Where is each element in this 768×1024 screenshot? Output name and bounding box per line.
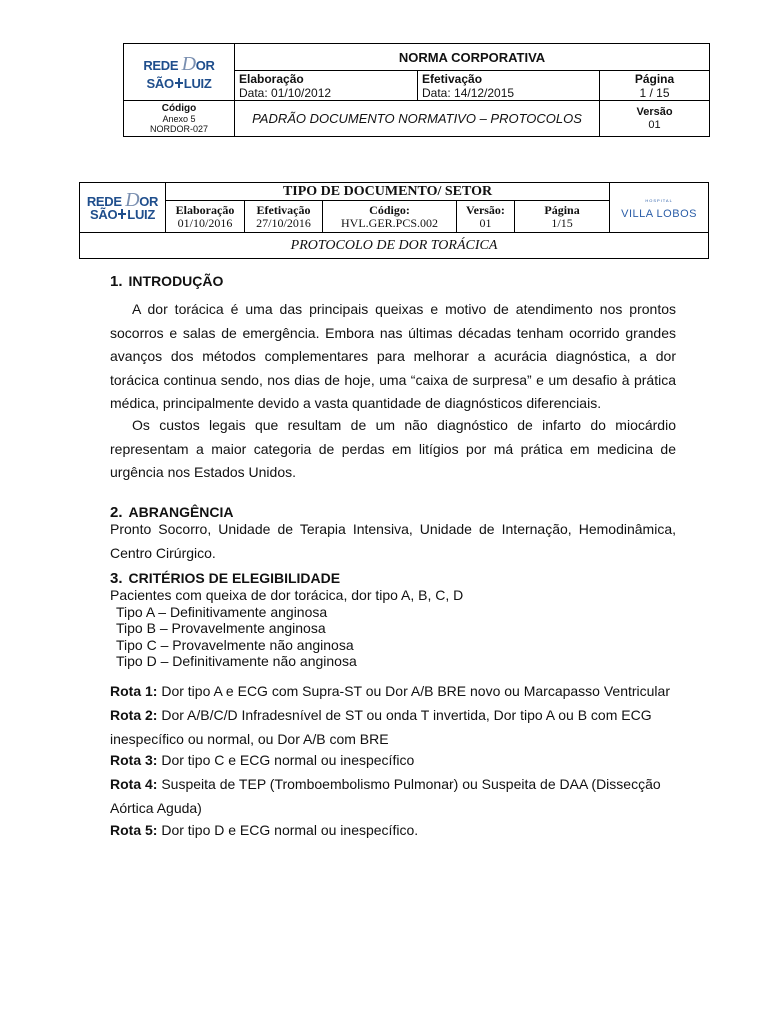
criteria-type: Tipo D – Definitivamente não anginosa (116, 653, 357, 669)
codigo-cell: Código Anexo 5 NORDOR-027 (124, 101, 235, 137)
efetivacao-cell: Efetivação Data: 14/12/2015 (418, 71, 600, 101)
versao-cell-2: Versão: 01 (457, 201, 515, 233)
doc-standard-title: PADRÃO DOCUMENTO NORMATIVO – PROTOCOLOS (235, 101, 600, 137)
rededor-logo-2: REDE DOR SÃO LUIZ (80, 183, 166, 233)
rota-3: Rota 3: Dor tipo C e ECG normal ou inespecífico (110, 752, 415, 768)
protocol-title: PROTOCOLO DE DOR TORÁCICA (80, 233, 709, 259)
section-1-paragraph-2: Os custos legais que resultam de um não diagnóstico de infarto do miocárdio representam a maior categoria de perdas em litígios por má prática em medicina de urgência nos Estados Unidos. (110, 417, 676, 480)
rota-1: Rota 1: Dor tipo A e ECG com Supra-ST ou Dor A/B BRE novo ou Marcapasso Ventricular (110, 683, 670, 699)
doc-type-title: TIPO DE DOCUMENTO/ SETOR (166, 183, 610, 201)
versao-cell: Versão 01 (600, 101, 710, 137)
criteria-type: Tipo B – Provavelmente anginosa (116, 620, 326, 636)
efetivacao-cell-2: Efetivação 27/10/2016 (245, 201, 323, 233)
criteria-type: Tipo A – Definitivamente anginosa (116, 603, 328, 620)
villa-lobos-logo: HOSPITAL VILLA LOBOS (610, 183, 709, 233)
rededor-logo: REDE DOR SÃO LUIZ (124, 44, 235, 101)
rota-4: Rota 4: Suspeita de TEP (Tromboembolismo Pulmonar) ou Suspeita de DAA (Dissecção Aórtica Aguda) (110, 776, 661, 816)
pagina-cell-2: Página 1/15 (515, 201, 610, 233)
pagina-cell: Página 1 / 15 (600, 71, 710, 101)
section-2-heading: 2. ABRANGÊNCIA (110, 504, 234, 521)
section-3-heading: 3. CRITÉRIOS DE ELEGIBILIDADE (110, 570, 341, 587)
section-1-heading: 1. INTRODUÇÃO (110, 273, 224, 290)
corporate-norm-header (123, 43, 710, 137)
cross-icon (118, 209, 126, 219)
section-1-paragraph-1: A dor torácica é uma das principais queixas e motivo de atendimento nos prontos socorros e salas de emergência. Embora nas últimas décadas tenham ocorrido grandes avanços dos métodos complementares para melhorar a acurácia diagnóstica, a dor torácica continua sendo, nos dias de hoje, uma “caixa de surpresa” e um desafio à prática médica, principalmente devido a vasta quantidade de diagnósticos diferenciais. (110, 301, 676, 411)
codigo-cell-2: Código: HVL.GER.PCS.002 (323, 201, 457, 233)
elaboracao-cell-2: Elaboração 01/10/2016 (166, 201, 245, 233)
elaboracao-cell: Elaboração Data: 01/10/2012 (235, 71, 418, 101)
section-2-paragraph: Pronto Socorro, Unidade de Terapia Intensiva, Unidade de Internação, Hemodinâmica, Centro Cirúrgico. (110, 521, 676, 561)
cross-icon (175, 78, 183, 88)
criteria-intro: Pacientes com queixa de dor torácica, dor tipo A, B, C, D (110, 587, 464, 603)
rota-5: Rota 5: Dor tipo D e ECG normal ou inespecífico. (110, 822, 419, 838)
section-3-criteria (110, 587, 463, 670)
document-type-header (79, 182, 709, 259)
norm-title: NORMA CORPORATIVA (235, 44, 710, 71)
criteria-type: Tipo C – Provavelmente não anginosa (116, 636, 354, 653)
rota-2: Rota 2: Dor A/B/C/D Infradesnível de ST ou onda T invertida, Dor tipo A ou B com ECG inespecífico ou normal, ou Dor A/B com BRE (110, 707, 652, 747)
